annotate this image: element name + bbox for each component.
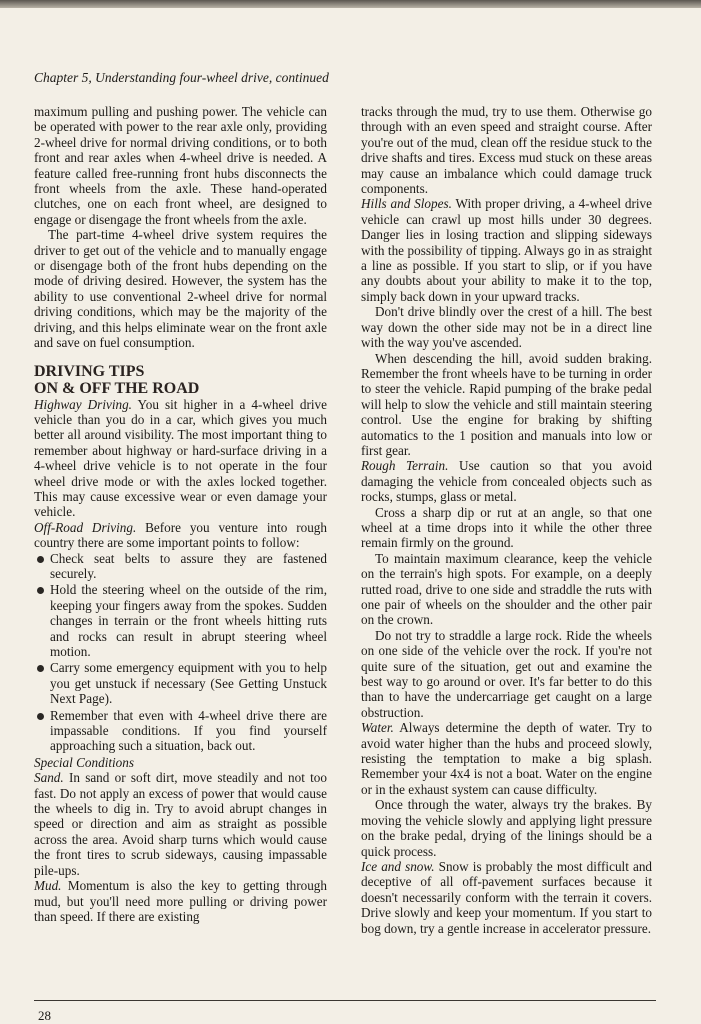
paragraph-water (361, 720, 652, 797)
right-column (361, 104, 652, 936)
paragraph: Cross a sharp dip or rut at an angle, so that one wheel at a time drops into it while the other three remain firmly on the ground. (361, 504, 652, 551)
run-in-head: Highway Driving. (34, 396, 132, 412)
run-in-head: Water. (361, 720, 394, 736)
paragraph-text: Before you venture into rough country there are some important points to follow: (34, 519, 327, 551)
run-in-head: Off-Road Driving. (34, 519, 137, 535)
page-number: 28 (38, 1008, 51, 1023)
paragraph-highway (34, 397, 327, 520)
paragraph: tracks through the mud, try to use them. Otherwise go through with an even speed and straight course. After you're out of the mud, clean off the residue stuck to the drive shafts and tires. Excess mud stuck on these areas may cause an imbalance which could damage truck components. (361, 104, 652, 197)
section-heading (34, 363, 327, 397)
run-in-head: Sand. (34, 770, 64, 786)
paragraph-sand (34, 770, 327, 878)
footer-rule (34, 1000, 656, 1001)
paragraph: When descending the hill, avoid sudden braking. Remember the front wheels have to be turning in order to steer the vehicle. Rapid pumping of the brake pedal will help to slow the vehicle and still maintain steering control. Use the engine for braking by shifting automatics to the 1 position and manuals into low or first gear. (361, 350, 652, 458)
paragraph: Once through the water, always try the brakes. By moving the vehicle slowly and applying light pressure on the brake pedal, drying of the linings should be a quick process. (361, 797, 652, 859)
page-top-edge (0, 0, 701, 8)
paragraph-offroad (34, 520, 327, 551)
subheading-special-conditions: Special Conditions (34, 754, 135, 770)
paragraph-text: Use caution so that you avoid damaging the vehicle from concealed objects such as rocks, stumps, glass or metal. (361, 458, 652, 505)
paragraph-text: Snow is probably the most difficult and deceptive of all off-pavement surfaces because it doesn't necessarily conform with the terrain it covers. Drive slowly and keep your momentum. If you start to bog down, try a gentle increase in accelerator pressure. (361, 858, 653, 936)
paragraph: Don't drive blindly over the crest of a hill. The best way down the other side may not be in a direct line with the way you've ascended. (361, 304, 652, 351)
run-in-head: Rough Terrain. (361, 458, 449, 474)
bullet-item: Remember that even with 4-wheel drive there are impassable conditions. If you find yourself approaching such a situation, back out. (34, 708, 327, 754)
run-in-head: Hills and Slopes. (361, 196, 452, 212)
running-header: Chapter 5, Understanding four-wheel drive, continued (34, 70, 329, 85)
paragraph-mud (34, 878, 327, 924)
paragraph-hills (361, 196, 652, 304)
paragraph-text: With proper driving, a 4-wheel drive vehicle can crawl up most hills under 30 degrees. Danger lies in losing traction and slipping sideways with the possibility of tipping. Always go in as straight a line as possible. If you start to slip, or if you have any doubts about your ability to make it to the top, simply back down in your upward tracks. (361, 196, 652, 304)
paragraph-text: You sit higher in a 4-wheel drive vehicle than you do in a car, which gives you much better all around visibility. The most important thing to remember about highway or hard-surface driving in a 4-wheel drive vehicle is to not operate in the four wheel drive mode or with the axles locked together. This may cause excessive wear or even damage your vehicle. (34, 396, 327, 520)
bullet-item: Hold the steering wheel on the outside of the rim, keeping your fingers away from the spokes. Sudden changes in terrain or the front wheels hitting ruts and rocks can result in abrupt steering wheel motion. (34, 582, 327, 659)
paragraph-rough (361, 458, 652, 504)
paragraph-ice (361, 859, 652, 936)
bullet-list (34, 551, 327, 754)
paragraph: Do not try to straddle a large rock. Ride the wheels on one side of the vehicle over the rock. If you're not quite sure of the situation, get out and examine the best way to go around or over. It's far better to do this than to have the undercarriage get caught on a large obstruction. (361, 627, 652, 720)
heading-line-2: ON & OFF THE ROAD (34, 379, 200, 397)
paragraph-text: Momentum is also the key to getting through mud, but you'll need more pulling or driving power than speed. If there are existing (34, 878, 327, 924)
paragraph: To maintain maximum clearance, keep the vehicle on the terrain's high spots. For example, on a deeply rutted road, drive to one side and straddle the ruts with one pair of wheels on the shoulder and the other pair on the crown. (361, 550, 652, 628)
bullet-item: Carry some emergency equipment with you to help you get unstuck if necessary (See Getting Unstuck Next Page). (34, 660, 327, 706)
run-in-head: Ice and snow. (361, 858, 435, 874)
paragraph: maximum pulling and pushing power. The vehicle can be operated with power to the rear axle only, providing 2-wheel drive for normal driving conditions, or to both front and rear axles when 4-wheel drive is needed. A feature called free-running front hubs disconnects the front wheels from the axle. These hand-operated clutches, one on each front wheel, are designed to engage or disengage the front wheels from the axle. (34, 104, 327, 227)
run-in-head: Mud. (34, 878, 62, 894)
paragraph: The part-time 4-wheel drive system requires the driver to get out of the vehicle and to manually engage or disengage both of the front hubs depending on the mode of driving desired. However, the system has the ability to use conventional 2-wheel drive for normal driving conditions, which may be the majority of the driving, and this helps eliminate wear on the front axle and save on fuel consumption. (34, 227, 327, 351)
heading-line-1: DRIVING TIPS (34, 362, 145, 380)
bullet-item: Check seat belts to assure they are fastened securely. (34, 551, 327, 582)
paragraph-text: Always determine the depth of water. Try to avoid water higher than the hubs and proceed slowly, resisting the temptation to make a big splash. Remember your 4x4 is not a boat. Water on the engine or in the exhaust system can cause difficulty. (361, 720, 652, 797)
paragraph-text: In sand or soft dirt, move steadily and not too fast. Do not apply an excess of power that would cause the wheels to dig in. Try to avoid abrupt changes in speed or direction and aim as straight as possible across the area. Avoid sharp turns which would cause the front tires to scrub sideways, causing impassable pile-ups. (34, 770, 327, 878)
left-column (34, 104, 327, 924)
